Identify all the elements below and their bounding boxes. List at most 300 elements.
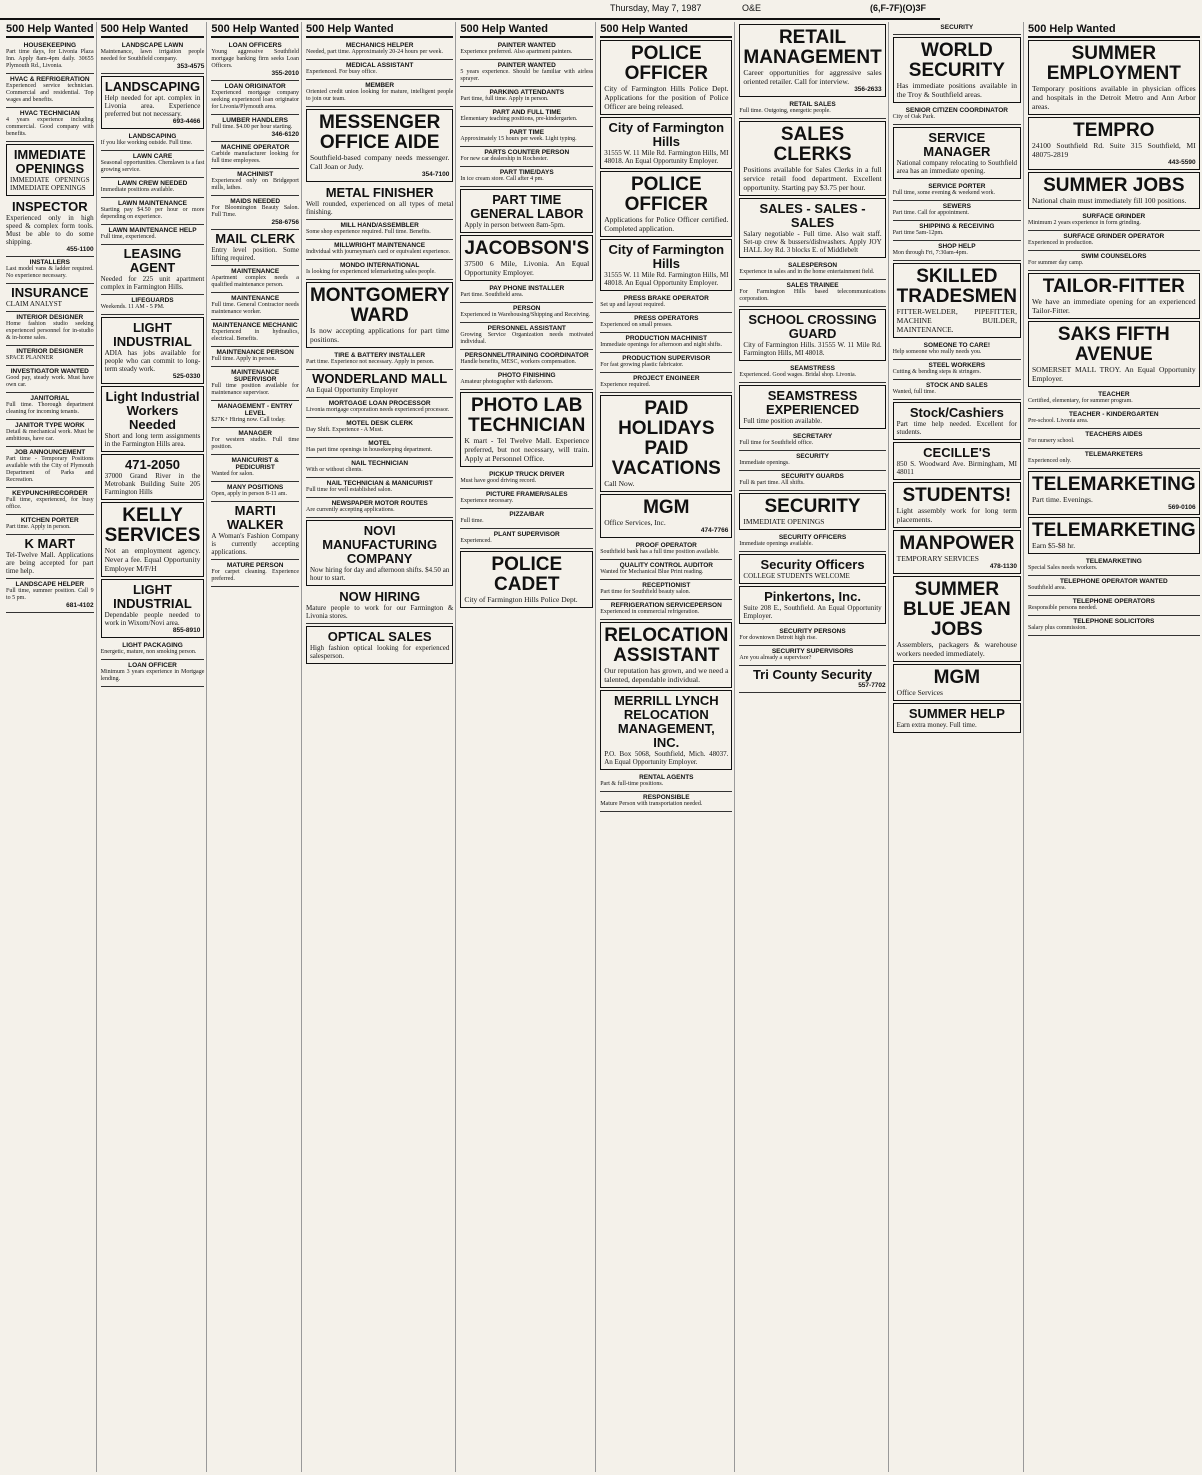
column-heading: 500 Help Wanted [211, 22, 299, 38]
ad-title: LAWN CREW NEEDED [117, 180, 188, 187]
ad-phone: 569-0106 [1168, 504, 1196, 511]
classified-ad [893, 201, 1021, 221]
ad-title: MEDICAL ASSISTANT [345, 62, 414, 69]
ad-body: In ice cream store. Call after 4 pm. [460, 176, 544, 182]
ad-title: RETAIL SALES [789, 101, 836, 108]
classified-column [99, 22, 208, 1472]
ad-title: NAIL TECHNICIAN & MANICURIST [326, 480, 433, 487]
classified-ad [739, 363, 885, 383]
classified-ad [306, 220, 453, 240]
ad-title: MORTGAGE LOAN PROCESSOR [328, 400, 431, 407]
classified-ad [600, 117, 732, 169]
classified-ad [6, 108, 94, 142]
ad-body: Experienced mortgage company seeking experienced loan originator for Livonia/Plymouth area. [211, 90, 299, 110]
classified-ad [460, 303, 593, 323]
ad-body: Now hiring for day and afternoon shifts. $4.50 an hour to start. [309, 566, 450, 582]
ad-body: Certified, elementary, for summer program. [1028, 398, 1133, 404]
ad-body: Part time. Southfield area. [460, 292, 524, 298]
ad-body: Dependable people needed to work in Wixom/Novi area. [104, 611, 201, 627]
ad-title: MGM [933, 667, 981, 688]
classified-ad [600, 353, 732, 373]
ad-body: Needed, part time. Approximately 20-24 hours per week. [305, 49, 443, 55]
ad-body: Call Now. [604, 479, 635, 488]
classified-ad [460, 87, 593, 107]
classified-ad [600, 560, 732, 580]
ad-body: Part time, full time. Apply in person. [460, 96, 549, 102]
ad-title: PERSONNEL ASSISTANT [487, 325, 566, 332]
ad-body: FITTER-WELDER, PIPEFITTER, MACHINE BUILDER, MAINTENANCE. [896, 307, 1018, 334]
ad-title: Pinkertons, Inc. [764, 589, 861, 604]
ad-body: A Woman's Fashion Company is currently accepting applications. [211, 532, 299, 556]
ad-title: LAWN MAINTENANCE HELP [108, 227, 197, 234]
ad-title: STUDENTS! [902, 485, 1012, 506]
ad-title: PRODUCTION MACHINIST [625, 335, 708, 342]
ad-phone: 474-7766 [700, 527, 729, 534]
classified-columns [4, 22, 1196, 1472]
classified-ad [600, 494, 732, 538]
ad-body: Part time. Call for appointment. [892, 210, 969, 216]
ad-title: POLICE CADET [491, 554, 563, 595]
ad-title: LANDSCAPE HELPER [15, 581, 85, 588]
ad-title: KELLY SERVICES [104, 505, 201, 546]
ad-body: Earn extra money. Full time. [896, 721, 977, 729]
classified-ad [101, 502, 205, 577]
classified-ad [739, 451, 885, 471]
ad-body: Applications for Police Officer certified. Completed application. [604, 215, 729, 233]
ad-title: 471-2050 [125, 457, 180, 472]
classified-ad [739, 198, 885, 258]
classified-ad [739, 493, 885, 530]
ad-body: Full time. $4.00 per hour starting. [211, 124, 293, 130]
classified-ad [600, 313, 732, 333]
ad-title: SUMMER HELP [908, 706, 1005, 721]
ad-body: Last model vans & ladder required. No experience necessary. [6, 266, 94, 279]
ad-body: Experience preferred. Also apartment painters. [460, 49, 573, 55]
classified-ad [893, 530, 1021, 574]
ad-title: TELEPHONE SOLICITORS [1073, 618, 1155, 625]
classified-ad [101, 295, 205, 315]
classified-ad [306, 184, 453, 220]
classified-ad [1028, 251, 1200, 271]
ad-body: Experienced in production. [1028, 240, 1094, 246]
page-folio: (6,F-7F)(O)3F [870, 3, 926, 13]
ad-title: PICTURE FRAMER/SALES [485, 491, 568, 498]
column-heading: 500 Help Wanted [1028, 22, 1200, 38]
ad-title: NAIL TECHNICIAN [351, 460, 409, 467]
ad-body: Experienced in commercial refrigeration. [600, 609, 700, 615]
classified-ad [6, 257, 94, 284]
classified-ad [1028, 576, 1200, 596]
ad-title: STOCK AND SALES [925, 382, 988, 389]
classified-ad [600, 580, 732, 600]
ad-title: INTERIOR DESIGNER [16, 348, 84, 355]
ad-body: Immediate openings for afternoon and night shifts. [600, 342, 723, 348]
ad-title: PRODUCTION SUPERVISOR [622, 355, 711, 362]
ad-title: SEAMSTRESS EXPERIENCED [765, 388, 860, 417]
classified-ad [600, 600, 732, 620]
ad-body: Apply in person between 8am-5pm. [464, 221, 565, 229]
ad-body: Suite 208 E., Southfield. An Equal Opportunity Employer. [743, 604, 882, 620]
ad-body: For carpet cleaning. Experience preferred. [211, 569, 299, 582]
classified-column [209, 22, 302, 1472]
ad-body: Experience required. [600, 382, 651, 388]
ad-title: JANITOR TYPE WORK [15, 422, 85, 429]
ad-title: MAINTENANCE [231, 295, 280, 302]
ad-body: Experience in sales and in the home entertainment field. [739, 269, 875, 275]
classified-ad [893, 105, 1021, 125]
ad-title: K MART [24, 536, 76, 551]
ad-body: 31555 W. 11 Mile Rd. Farmington Hills, MI 48018. An Equal Opportunity Employer. [604, 271, 729, 287]
classified-column [891, 22, 1024, 1472]
ad-title: HOUSEKEEPING [23, 42, 76, 49]
ad-body: Detail & mechanical work. Must be ambitious, have car. [6, 429, 94, 442]
classified-ad [6, 366, 94, 393]
ad-phone: 525-0330 [172, 373, 201, 380]
ad-body: Part time - Temporary Positions available with the City of Plymouth Department of Parks and Recreation. [6, 456, 94, 483]
classified-ad [101, 151, 205, 178]
ad-title: HVAC & REFRIGERATION [10, 76, 90, 83]
ad-title: MGM [643, 497, 690, 518]
classified-ad [600, 333, 732, 353]
ad-title: MONDO INTERNATIONAL [339, 262, 420, 269]
ad-title: TIRE & BATTERY INSTALLER [334, 352, 426, 359]
classified-ad [306, 109, 453, 182]
ad-body: Special Sales needs workers. [1028, 565, 1098, 571]
ad-phone: 258-6756 [271, 219, 299, 226]
ad-phone: 355-2010 [271, 70, 299, 77]
classified-ad [460, 167, 593, 187]
classified-ad [6, 198, 94, 257]
ad-title: SAKS FIFTH AVENUE [1057, 324, 1170, 365]
ad-body: For downtown Detroit high rise. [739, 635, 817, 641]
ad-title: OPTICAL SALES [327, 629, 432, 644]
ad-title: RETAIL MANAGEMENT [743, 27, 882, 68]
classified-ad [600, 622, 732, 688]
classified-ad [739, 24, 885, 97]
classified-ad [306, 478, 453, 498]
ad-body: Full time. [460, 518, 484, 524]
classified-ad [306, 370, 453, 398]
ad-body: Weekends. 11 AM - 5 PM. [100, 304, 165, 310]
ad-body: Mature Person with transportation needed. [600, 801, 703, 807]
column-heading: 500 Help Wanted [600, 22, 732, 38]
ad-title: LAWN MAINTENANCE [118, 200, 187, 207]
ad-title: JOB ANNOUNCEMENT [14, 449, 86, 456]
ad-title: MACHINIST [237, 171, 274, 178]
ad-title: Light Industrial Workers Needed [105, 389, 200, 432]
ad-title: INSTALLERS [29, 259, 70, 266]
ad-title: PHOTO LAB TECHNICIAN [468, 395, 586, 436]
ad-body: Energetic, mature, non smoking person. [100, 649, 197, 655]
ad-title: LANDSCAPE LAWN [121, 42, 184, 49]
classified-ad [211, 560, 299, 587]
ad-body: Full time, some evening & weekend work. [892, 190, 995, 196]
ad-body: Full time for well established salon. [305, 487, 392, 493]
classified-ad [893, 263, 1021, 338]
ad-body: TEMPORARY SERVICES [896, 554, 979, 563]
ad-title: PERSONNEL/TRAINING COORDINATOR [464, 352, 589, 359]
ad-phone: 557-7702 [858, 682, 886, 689]
ad-body: High fashion optical looking for experienced salesperson. [309, 644, 450, 660]
ad-title: MANICURIST & PEDICURIST [231, 457, 279, 471]
ad-title: KEYPUNCH/RECORDER [12, 490, 88, 497]
ad-title: City of Farmington Hills [608, 120, 725, 149]
ad-body: Our reputation has grown, and we need a talented, dependable individual. [604, 666, 729, 684]
ad-title: SCHOOL CROSSING GUARD [748, 312, 877, 341]
classified-ad [1028, 231, 1200, 251]
classified-ad [739, 431, 885, 451]
ad-title: MILL HAND/ASSEMBLER [340, 222, 419, 229]
classified-ad [101, 245, 205, 295]
ad-title: MANY POSITIONS [227, 484, 284, 491]
ad-body: City of Farmington Hills. 31555 W. 11 Mile Rd. Farmington Hills, MI 48018. [743, 341, 882, 357]
classified-ad [1028, 409, 1200, 429]
ad-body: $27K+ Hiring now. Call today. [211, 417, 286, 423]
classified-ad [739, 666, 885, 693]
ad-title: WONDERLAND MALL [312, 371, 448, 386]
ad-body: Young aggressive Southfield mortgage banking firm seeks Loan Officers. [211, 49, 299, 69]
ad-title: LEASING AGENT [123, 246, 182, 275]
ad-body: SPACE PLANNER [6, 355, 54, 361]
classified-ad [6, 515, 94, 535]
ad-title: SECURITY [940, 24, 974, 31]
classified-ad [460, 509, 593, 529]
ad-body: K mart - Tel Twelve Mall. Experience preferred, but not necessary, will train. Apply at Personnel Office. [464, 436, 590, 463]
classified-ad [1028, 389, 1200, 409]
ad-title: LIGHT INDUSTRIAL [113, 320, 192, 349]
classified-ad [1028, 321, 1200, 387]
ad-title: SURFACE GRINDER [1082, 213, 1146, 220]
classified-ad [1028, 117, 1200, 170]
classified-ad [460, 489, 593, 509]
classified-ad [893, 340, 1021, 360]
classified-ad [306, 398, 453, 418]
classified-ad [6, 144, 94, 196]
ad-body: Day Shift. Experience - A Must. [305, 427, 384, 433]
ad-body: Full time, experienced. [100, 234, 156, 240]
ad-title: LUMBER HANDLERS [222, 117, 289, 124]
ad-title: LOAN OFFICER [128, 662, 177, 669]
ad-body: Help someone who really needs you. [892, 349, 982, 355]
classified-ad [306, 260, 453, 280]
ad-phone: 346-6120 [271, 131, 299, 138]
classified-ad [893, 442, 1021, 480]
ad-body: Light assembly work for long term placements. [896, 506, 1018, 524]
ad-body: Experienced service technician. Commercial and residential. Top wages and benefits. [6, 83, 94, 103]
ad-title: MESSENGER OFFICE AIDE [318, 112, 441, 153]
classified-ad [460, 469, 593, 489]
ad-body: Starting pay $4.50 per hour or more depending on experience. [100, 207, 205, 220]
ad-body: Southfield area. [1028, 585, 1067, 591]
ad-body: Handle benefits, MESC, workers compensation. [460, 359, 577, 365]
classified-ad [600, 772, 732, 792]
ad-body: Are currently accepting applications. [305, 507, 395, 513]
ad-body: Immediate positions available. [100, 187, 175, 193]
ad-body: 850 S. Woodward Ave. Birmingham, MI 48011 [896, 460, 1018, 476]
ad-title: MARTI WALKER [227, 503, 284, 532]
ad-body: Salary negotiable - Full time. Also wait staff. Set-up crew & bussers/dishwashers. Apply JOY HALL Joy Rd. 3 blocks E. of Middlebelt [743, 230, 882, 254]
ad-title: SALES CLERKS [773, 124, 852, 165]
classified-ad [460, 529, 593, 549]
classified-ad [739, 586, 885, 624]
classified-ad [306, 438, 453, 458]
ad-title: KITCHEN PORTER [20, 517, 79, 524]
classified-ad [600, 373, 732, 393]
ad-body: Is looking for experienced telemarketing sales people. [305, 269, 436, 275]
ad-body: Full time. Outgoing, energetic people. [739, 108, 831, 114]
ad-body: 4 years experience including commercial. Good company with benefits. [6, 117, 94, 137]
ad-title: TELEPHONE OPERATOR WANTED [1059, 578, 1168, 585]
ad-title: SECRETARY [792, 433, 833, 440]
ad-body: City of Farmington Hills Police Dept. Applications for the position of Police Officer are being released. [604, 84, 729, 111]
ad-title: NOVI MANUFACTURING COMPANY [322, 523, 438, 566]
ad-title: SECURITY GUARDS [781, 473, 844, 480]
ad-title: Security Officers [760, 557, 865, 572]
ad-title: LANDSCAPING [104, 79, 201, 94]
ad-body: Carbide manufacturer looking for full time employees. [211, 151, 299, 164]
ad-title: SEWERS [942, 203, 971, 210]
ad-body: IMMEDIATE OPENINGS IMMEDIATE OPENINGS [10, 176, 90, 192]
ad-body: For fast growing plastic fabricator. [600, 362, 684, 368]
classified-ad [6, 346, 94, 366]
classified-ad [306, 350, 453, 370]
classified-ad [211, 502, 299, 560]
ad-title: RELOCATION ASSISTANT [604, 625, 729, 666]
ad-body: Help needed for apt. complex in Livonia area. Experience preferred but not necessary. [104, 94, 201, 118]
ad-body: Minimum 3 years experience in Mortgage lending. [100, 669, 205, 682]
ad-body: Part & full-time positions. [600, 781, 664, 787]
ad-body: IMMEDIATE OPENINGS [743, 517, 825, 526]
ad-body: Career opportunities for aggressive sales oriented retailer. Call for interview. [743, 68, 882, 86]
classified-ad [1028, 211, 1200, 231]
classified-ad [739, 471, 885, 491]
ad-body: National chain must immediately fill 100 positions. [1032, 196, 1187, 205]
ad-body: Approximately 15 hours per week. Light typing. [460, 136, 577, 142]
ad-title: POLICE OFFICER [624, 43, 708, 84]
ad-body: Salary plus commission. [1028, 625, 1087, 631]
ad-body: Apartment complex needs a qualified maintenance person. [211, 275, 299, 288]
classified-ad [211, 230, 299, 266]
ad-title: MATURE PERSON [226, 562, 284, 569]
classified-ad [460, 370, 593, 390]
classified-ad [211, 367, 299, 401]
ad-title: PART AND FULL TIME [492, 109, 562, 116]
ad-body: P.O. Box 5068, Southfield, Mich. 48037. An Equal Opportunity Employer. [604, 750, 729, 766]
ad-body: Mon through Fri, 7:30am-4pm. [892, 250, 968, 256]
ad-phone: 455-1100 [66, 246, 94, 253]
ad-title: TEMPRO [1073, 120, 1155, 141]
ad-body: Set up and layout required. [600, 302, 666, 308]
ad-title: SEAMSTRESS [790, 365, 835, 372]
classified-ad [101, 225, 205, 245]
ad-title: MECHANICS HELPER [345, 42, 414, 49]
classified-ad [1028, 429, 1200, 449]
ad-title: PART TIME GENERAL LABOR [470, 192, 584, 221]
ad-body: Elementary teaching positions, pre-kindergarten. [460, 116, 578, 122]
ad-title: TELEMARKETERS [1084, 451, 1143, 458]
ad-title: SOMEONE TO CARE! [923, 342, 991, 349]
classified-ad [739, 532, 885, 552]
ad-body: Immediate openings. [739, 460, 790, 466]
ad-title: TEACHER - KINDERGARTEN [1069, 411, 1159, 418]
ad-body: Experienced in Warehousing/Shipping and Receiving. [460, 312, 591, 318]
ad-body: For summer day camp. [1028, 260, 1084, 266]
ad-title: JANITORIAL [30, 395, 70, 402]
ad-title: SALES - SALES - SALES [759, 201, 866, 230]
ad-body: Part time. Apply in person. [6, 524, 71, 530]
classified-column [458, 22, 596, 1472]
classified-ad [893, 380, 1021, 400]
ad-title: PAINTER WANTED [497, 62, 556, 69]
ad-body: Part time help needed. Excellent for students. [896, 420, 1018, 436]
classified-ad [306, 588, 453, 624]
classified-column [1026, 22, 1202, 1472]
classified-ad [460, 392, 593, 467]
classified-ad [6, 579, 94, 613]
classified-ad [306, 520, 453, 586]
ad-title: RESPONSIBLE [643, 794, 690, 801]
ad-body: An Equal Opportunity Employer [305, 386, 398, 394]
ad-body: Not an employment agency. Never a fee. Equal Opportunity Employer M/F/H [104, 546, 201, 573]
classified-ad [460, 60, 593, 87]
classified-ad [893, 127, 1021, 179]
ad-title: INSURANCE [11, 285, 89, 300]
ad-title: SERVICE PORTER [928, 183, 986, 190]
ad-body: Is now accepting applications for part time positions. [309, 326, 450, 344]
ad-body: Cutting & bending steps & stringers. [892, 369, 982, 375]
ad-title: JACOBSON'S [464, 238, 590, 259]
ad-body: Part time for Southfield beauty salon. [600, 589, 691, 595]
classified-ad [739, 280, 885, 307]
classified-ad [211, 40, 299, 81]
ad-body: Full time. General Contractor needs maintenance worker. [211, 302, 299, 315]
ad-body: Part time days, for Livonia Plaza Inn. Apply 8am-4pm daily. 30655 Plymouth Rd., Livonia. [6, 49, 94, 69]
column-heading: 500 Help Wanted [6, 22, 94, 38]
ad-body: For nursery school. [1028, 438, 1075, 444]
ad-body: Full time. Thorough department cleaning for incoming tenants. [6, 402, 94, 415]
classified-ad [739, 260, 885, 280]
classified-ad [211, 142, 299, 169]
ad-title: SERVICE MANAGER [923, 130, 991, 159]
ad-phone: 353-4575 [176, 63, 205, 70]
classified-column [737, 22, 888, 1472]
ad-body: Tel-Twelve Mall. Applications are being accepted for part time help. [6, 551, 94, 575]
ad-title: SWIM COUNSELORS [1081, 253, 1147, 260]
ad-body: 31555 W. 11 Mile Rd. Farmington Hills, MI 48018. An Equal Opportunity Employer. [604, 149, 729, 165]
classified-ad [306, 458, 453, 478]
classified-ad [739, 626, 885, 646]
ad-body: Full & part time. All shifts. [739, 480, 805, 486]
ad-title: SHOP HELP [938, 243, 976, 250]
classified-ad [739, 554, 885, 584]
ad-body: 37500 6 Mile, Livonia. An Equal Opportunity Employer. [464, 259, 590, 277]
ad-body: Some shop experience required. Full time. Benefits. [305, 229, 431, 235]
classified-ad [6, 488, 94, 515]
ad-title: MAINTENANCE [231, 268, 280, 275]
ad-title: QUALITY CONTROL AUDITOR [619, 562, 713, 569]
ad-body: Experienced only. [1028, 458, 1072, 464]
classified-ad [6, 284, 94, 312]
ad-body: Part time 5am-12pm. [892, 230, 944, 236]
run-date: Thursday, May 7, 1987 [610, 3, 702, 13]
ad-title: MAINTENANCE PERSON [216, 349, 294, 356]
ad-title: Stock/Cashiers [909, 405, 1004, 420]
classified-ad [211, 115, 299, 142]
ad-title: NEWSPAPER MOTOR ROUTES [331, 500, 428, 507]
ad-title: MANAGER [238, 430, 272, 437]
classified-ad [211, 293, 299, 320]
classified-ad [893, 181, 1021, 201]
